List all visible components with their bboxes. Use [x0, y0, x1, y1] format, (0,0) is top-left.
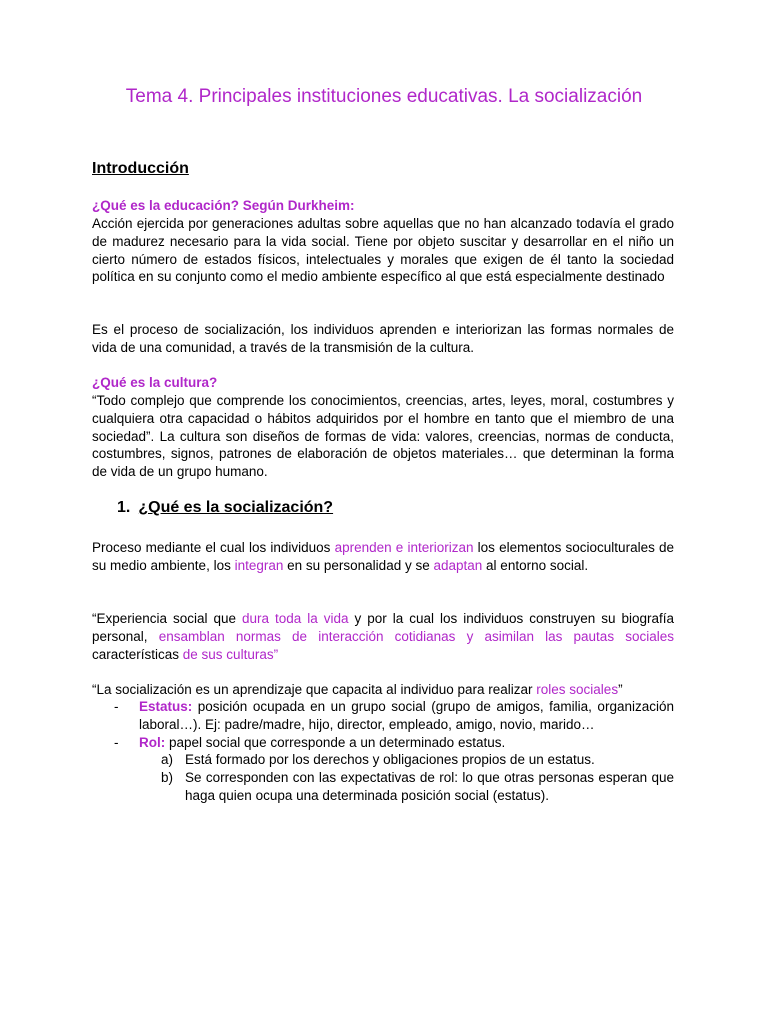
intro-question-education [92, 197, 674, 215]
intro-heading: Introducción [92, 160, 189, 177]
intro-paragraph-socialization: Es el proceso de socialización, los individuos aprenden e interiorizan las formas normales de vida de una comunidad, a través de la transmisión de la cultura. [92, 322, 674, 355]
section1-number: 1. [117, 499, 131, 516]
section1-paragraph-experience [92, 610, 674, 663]
text-run: características [92, 646, 183, 662]
document-title: Tema 4. Principales instituciones educativas. La socialización [125, 86, 643, 107]
section1-heading [117, 499, 333, 517]
text-run: “La socialización es un aprendizaje que capacita al individuo para realizar [92, 682, 537, 697]
text-run: los elementos socioculturales de su medio ambiente, los [92, 540, 675, 573]
sublist-text: Se corresponden con las expectativas de rol: lo que otras personas esperan que haga quien ocupa una determinada posición social (estatus). [185, 770, 674, 803]
highlight-text: adaptan [433, 557, 483, 573]
text-run: al entorno social. [482, 557, 589, 573]
highlight-text: aprenden e interiorizan [334, 540, 474, 555]
list-dash: - [114, 699, 119, 714]
text-run: ” [618, 682, 623, 697]
term-rol: Rol: [139, 734, 166, 750]
highlight-text: de sus culturas” [182, 646, 279, 662]
term-estatus: Estatus: [139, 699, 193, 714]
intro-paragraph-culture: “Todo complejo que comprende los conocimientos, creencias, artes, leyes, moral, costumbres y cualquiera otra capacidad o hábitos adquiridos por el hombre en tanto que el miembro de una sociedad”. La cultura son diseños de formas de vida: valores, creencias, normas de conducta, costumbres, signos, patrones de elaboración de objetos materiales… que determinan la forma de vida de un grupo humano. [92, 393, 674, 480]
intro-paragraph-durkheim: Acción ejercida por generaciones adultas sobre aquellas que no han alcanzado todavía el grado de madurez necesario para la vida social. Tiene por objeto suscitar y desarrollar en el niño un cierto número de estados físicos, intelectuales y morales que exigen de él tanto la sociedad política en su conjunto como el medio ambiente específico al que está especialmente destinado [92, 216, 674, 285]
intro-question-culture [92, 374, 674, 392]
section1-paragraph-roles [92, 681, 674, 699]
text-run: y por la cual los individuos construyen su biografía personal, [92, 611, 675, 644]
definition-rol: papel social que corresponde a un determinado estatus. [165, 734, 506, 750]
sublist-text: Está formado por los derechos y obligaciones propios de un estatus. [185, 752, 595, 768]
sublist-marker: b) [161, 770, 174, 786]
roles-list [92, 698, 674, 805]
question-education: ¿Qué es la educación? Según Durkheim: [92, 198, 355, 213]
highlight-text: ensamblan normas de interacción cotidianas y asimilan las pautas sociales [158, 628, 674, 644]
list-item-rol [92, 734, 674, 752]
list-dash: - [114, 734, 119, 750]
highlight-text: roles sociales [536, 682, 619, 697]
text-run: “Experiencia social que [92, 611, 243, 626]
sublist-marker: a) [161, 752, 174, 768]
section1-paragraph-definition [92, 539, 674, 575]
definition-estatus: posición ocupada en un grupo social (grupo de amigos, familia, organización laboral…). Ej: padre/madre, hijo, director, empleado, amigo, novio, marido… [139, 699, 674, 732]
sublist-item-b [92, 769, 674, 805]
section1-title: ¿Qué es la socialización? [138, 499, 334, 516]
text-run: en su personalidad y se [283, 557, 434, 573]
question-culture: ¿Qué es la cultura? [92, 375, 218, 390]
text-run: Proceso mediante el cual los individuos [92, 540, 335, 555]
list-item-estatus [92, 698, 674, 734]
highlight-text: dura toda la vida [242, 611, 349, 626]
sublist-item-a [92, 751, 674, 769]
highlight-text: integran [234, 557, 284, 573]
